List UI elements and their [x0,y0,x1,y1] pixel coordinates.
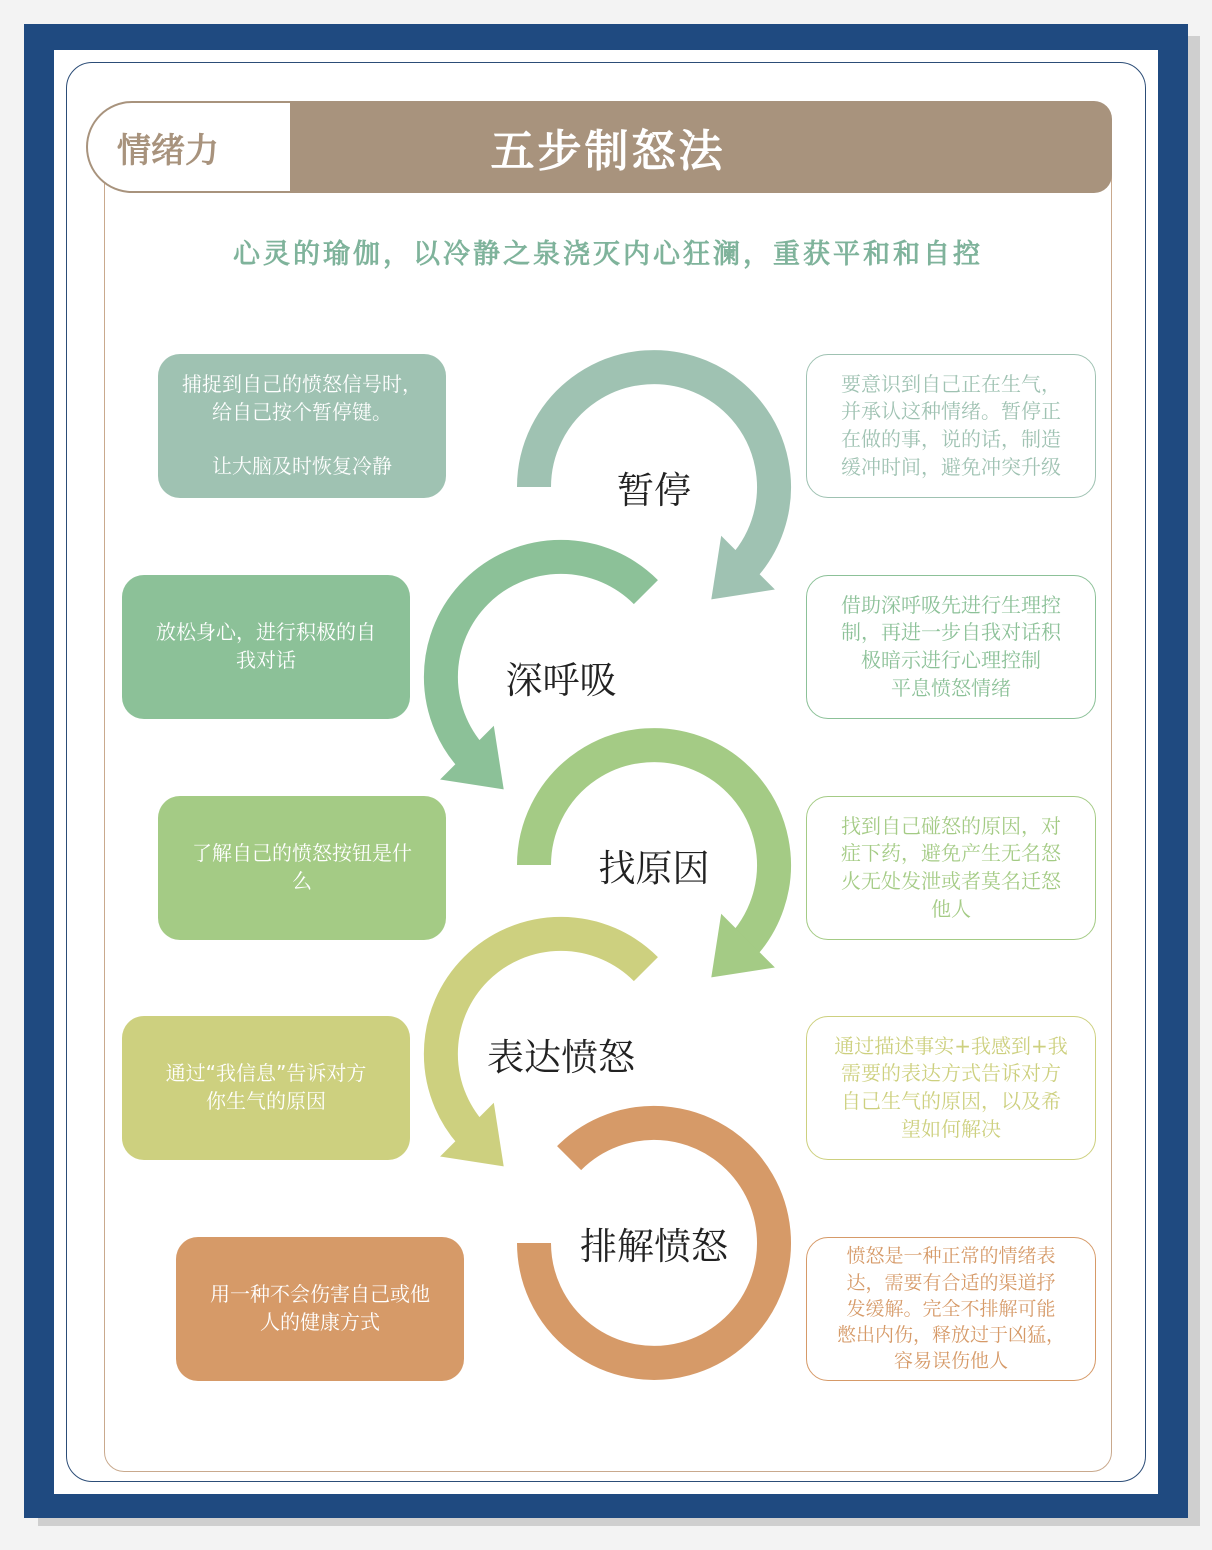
step1-detail-line: 并承认这种情绪。暂停正 [841,399,1061,424]
step3-detail-line: 他人 [931,896,971,921]
step5-detail-line: 愤怒是一种正常的情绪表 [846,1245,1056,1268]
step1-detail-box [806,354,1096,498]
step5-detail-line: 憋出内伤，释放过于凶猛， [836,1324,1065,1347]
step2-detail-line: 极暗示进行心理控制 [861,648,1041,672]
step4-detail-line: 需要的表达方式告诉对方 [841,1061,1061,1086]
step-label-1: 暂停 [617,469,691,512]
category-tag-label: 情绪力 [117,130,219,171]
step1-detail-line: 在做的事，说的话，制造 [841,427,1061,451]
step1-action-line: 捕捉到自己的愤怒信号时， [182,372,422,397]
step2-detail-line: 制，再进一步自我对话积 [841,620,1061,645]
step4-action-box [122,1016,410,1160]
step2-action-box [122,575,410,719]
subtitle: 心灵的瑜伽，以冷静之泉浇灭内心狂澜，重获平和和自控 [233,239,983,270]
step2-detail-line: 借助深呼吸先进行生理控 [841,592,1061,617]
step5-detail-line: 达，需要有合适的渠道抒 [846,1271,1056,1294]
step-label-2: 深呼吸 [505,659,617,702]
step3-action-line: 么 [292,869,312,893]
step3-action-box [158,796,446,940]
step2-detail-box [806,575,1096,719]
step5-action-line: 人的健康方式 [260,1310,380,1334]
step3-detail-box [806,796,1096,940]
step3-detail-line: 症下药，避免产生无名怒 [841,841,1061,866]
step2-action-line: 我对话 [236,648,296,672]
step4-detail-line: 望如何解决 [901,1116,1001,1141]
step-label-5: 排解愤怒 [580,1225,728,1268]
step3-detail-line: 找到自己碰怒的原因，对 [841,813,1061,838]
step5-detail-line: 容易误伤他人 [893,1350,1008,1373]
step-label-4: 表达愤怒 [487,1036,635,1079]
step1-action-box [158,354,446,498]
step3-detail-line: 火无处发泄或者莫名迁怒 [841,869,1061,893]
step-label-3: 找原因 [598,847,710,890]
step5-action-box [176,1237,464,1381]
step2-detail-line: 平息愤怒情绪 [891,675,1011,700]
step5-detail-box [806,1237,1096,1381]
step4-action-line: 你生气的原因 [206,1089,326,1113]
step4-detail-box [806,1016,1096,1160]
step1-action-line: 让大脑及时恢复冷静 [212,454,392,479]
step1-detail-line: 缓冲时间，避免冲突升级 [841,454,1061,479]
step2-action-line: 放松身心，进行积极的自 [156,620,376,645]
step1-action-line: 给自己按个暂停键。 [212,399,392,424]
step3-action-line: 了解自己的愤怒按钮是什 [192,841,412,866]
step1-detail-line: 要意识到自己正在生气， [841,371,1061,396]
step5-action-line: 用一种不会伤害自己或他 [210,1282,430,1307]
step4-detail-line: 通过描述事实+我感到+我 [834,1033,1068,1058]
step5-detail-line: 发缓解。完全不排解可能 [846,1297,1056,1320]
step4-action-line: 通过“我信息”告诉对方 [165,1061,367,1086]
page-title: 五步制怒法 [490,126,726,177]
step4-detail-line: 自己生气的原因，以及希 [841,1089,1061,1113]
